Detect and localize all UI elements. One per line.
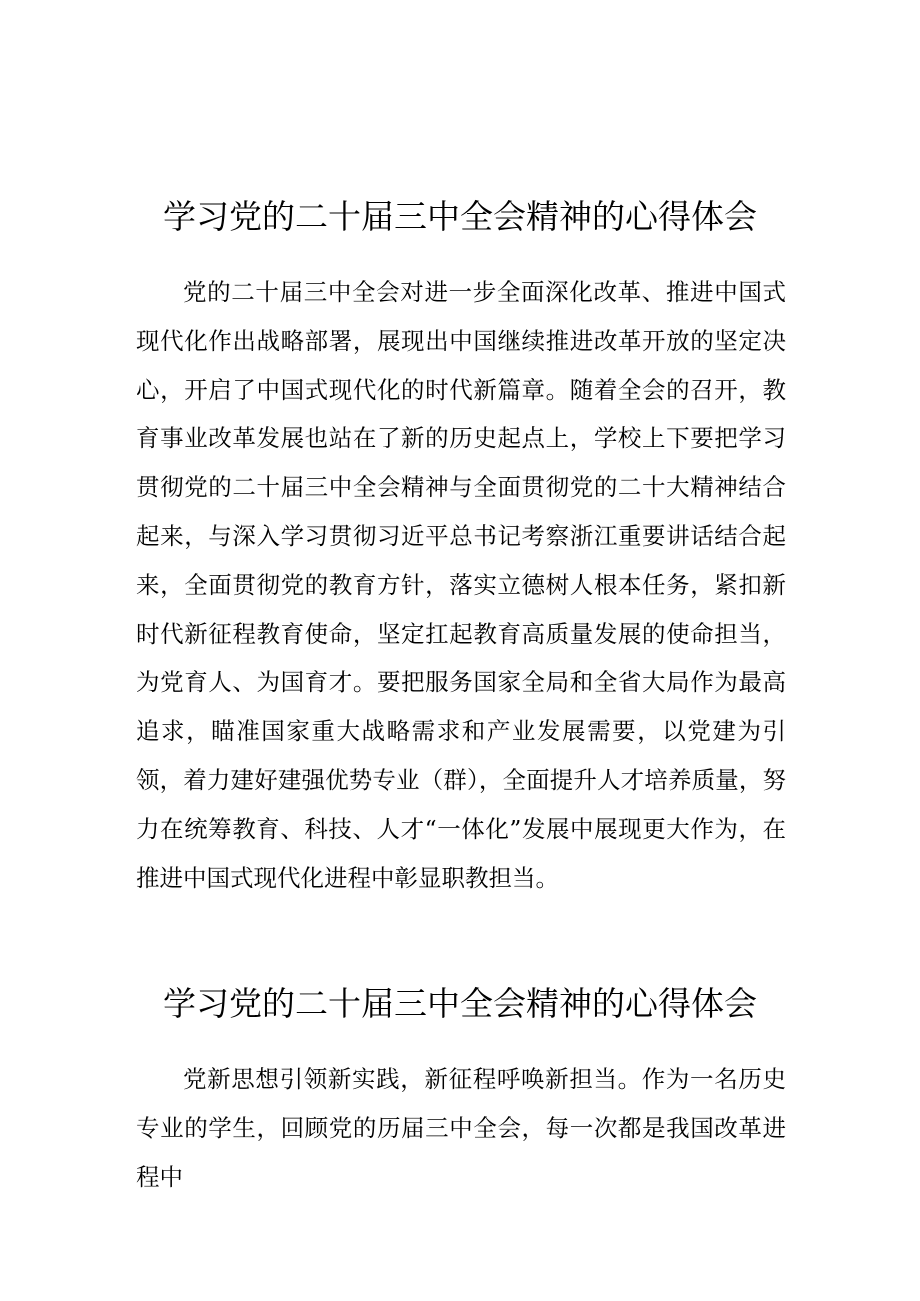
section-title-1: 学习党的二十届三中全会精神的心得体会 [163, 197, 757, 237]
section-paragraph-2: 党新思想引领新实践，新征程呼唤新担当。作为一名历史专业的学生，回顾党的历届三中全会，每一次都是我国改革进程中 [136, 1065, 786, 1191]
section-title-2: 学习党的二十届三中全会精神的心得体会 [163, 984, 757, 1024]
section-paragraph-1: 党的二十届三中全会对进一步全面深化改革、推进中国式现代化作出战略部署，展现出中国继续推进改革开放的坚定决心，开启了中国式现代化的时代新篇章。随着全会的召开，教育事业改革发展也站在了新的历史起点上，学校上下要把学习贯彻党的二十届三中全会精神与全面贯彻党的二十大精神结合起来，与深入学习贯彻习近平总书记考察浙江重要讲话结合起来，全面贯彻党的教育方针，落实立德树人根本任务，紧扣新时代新征程教育使命，坚定扛起教育高质量发展的使命担当，为党育人、为国育才。要把服务国家全局和全省大局作为最高追求，瞄准国家重大战略需求和产业发展需要，以党建为引领，着力建好建强优势专业（群），全面提升人才培养质量，努力在统筹教育、科技、人才“一体化”发展中展现更大作为，在推进中国式现代化进程中彰显职教担当。 [136, 278, 786, 892]
